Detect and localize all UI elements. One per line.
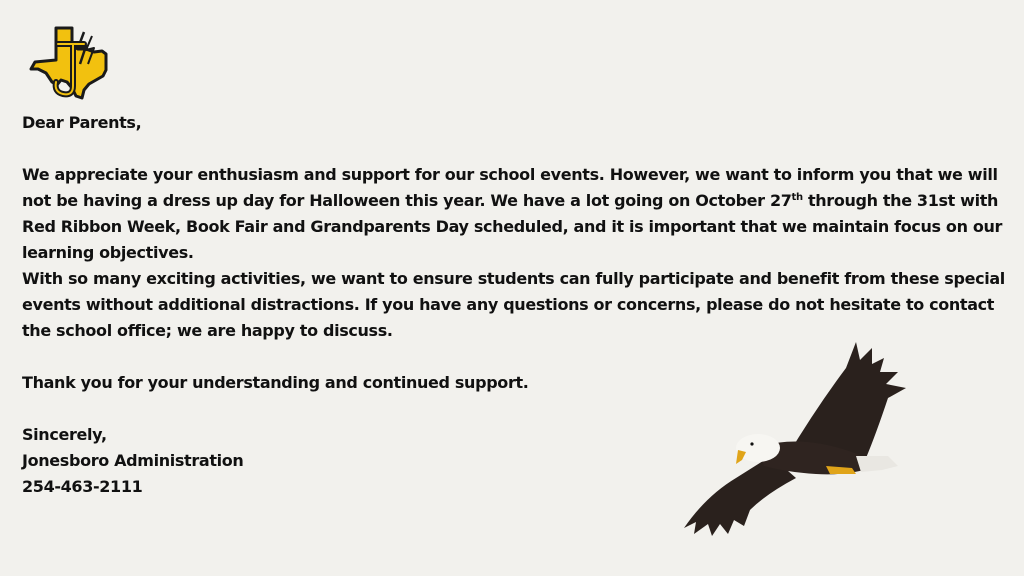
salutation: Dear Parents, [22, 113, 142, 132]
paragraph-halloween-part1: We appreciate your enthusiasm and support for our school events. However, we want to inform you that we will not be having a dress up day for Halloween this year. We have a lot going on October 27 [22, 165, 998, 210]
paragraph-activities: With so many exciting activities, we want to ensure students can fully participate and benefit from these special events without additional distractions. If you have any questions or concerns, please do not hesitate to contact the school office; we are happy to discuss. [22, 269, 1005, 340]
signature: Jonesboro Administration [22, 451, 244, 470]
thank-you-line: Thank you for your understanding and continued support. [22, 373, 529, 392]
paragraph-halloween [22, 162, 1007, 266]
paragraph-halloween-part2: through the 31st with Red Ribbon Week, Book Fair and Grandparents Day scheduled, and it is important that we maintain focus on our learning objectives. [22, 191, 1003, 262]
phone-number: 254-463-2111 [22, 477, 143, 496]
ordinal-suffix: th [791, 192, 803, 203]
bald-eagle-icon [676, 338, 916, 540]
texas-jonesboro-logo-icon [26, 24, 114, 104]
closing: Sincerely, [22, 425, 107, 444]
